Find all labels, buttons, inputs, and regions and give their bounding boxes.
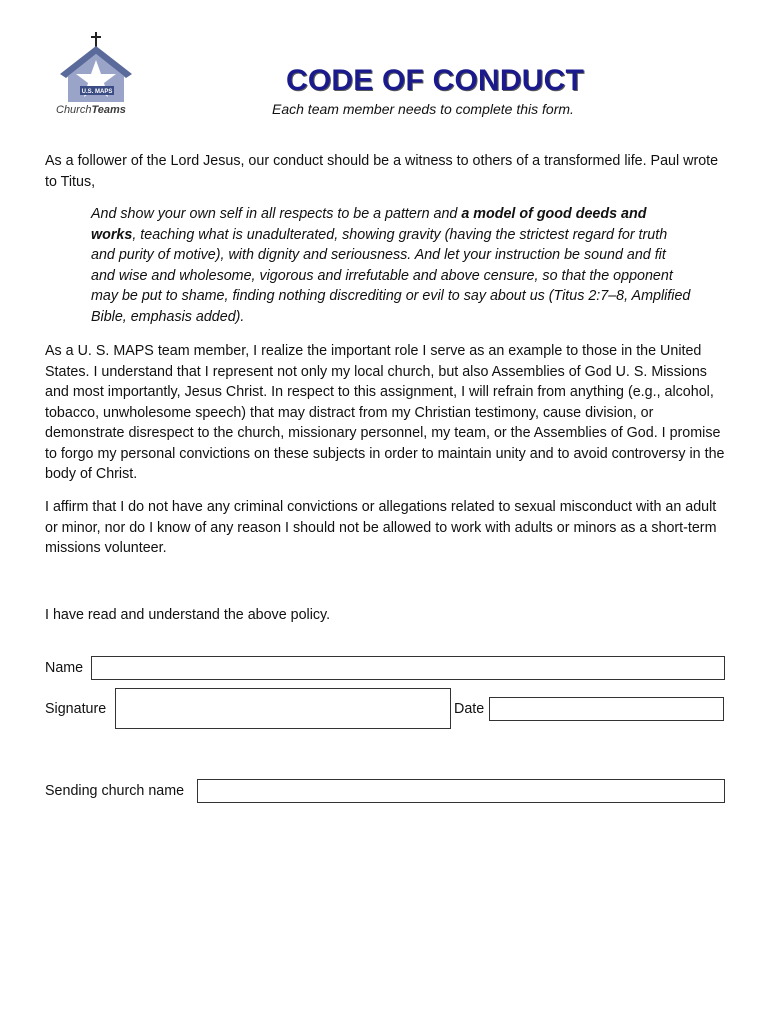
quote-emphasis: a model of good deeds and works bbox=[91, 206, 647, 243]
page-subtitle: Each team member needs to complete this form. bbox=[272, 101, 574, 117]
signature-label: Signature bbox=[45, 701, 107, 717]
intro-paragraph: As a follower of the Lord Jesus, our conduct should be a witness to others of a transformed life. Paul wrote to Titus, bbox=[45, 153, 719, 190]
date-label: Date bbox=[454, 701, 485, 717]
page-title: CODE OF CONDUCT bbox=[286, 64, 584, 97]
scripture-quote bbox=[91, 204, 691, 327]
name-field[interactable] bbox=[91, 656, 725, 680]
read-understand-statement: I have read and understand the above policy. bbox=[45, 607, 331, 623]
sending-church-field[interactable] bbox=[197, 779, 725, 803]
date-field[interactable] bbox=[489, 697, 724, 721]
logo-teams-text: Teams bbox=[91, 104, 126, 116]
logo-badge-text: U.S. MAPS bbox=[81, 89, 113, 95]
affirmation-paragraph: I affirm that I do not have any criminal convictions or allegations related to sexual misconduct with an adult or minor, nor do I know of any reason I should not be allowed to work with adults or minors as a short-term missions volunteer. bbox=[45, 499, 717, 556]
logo-church-text: Church bbox=[56, 104, 92, 116]
sending-church-label: Sending church name bbox=[45, 783, 185, 799]
team-member-paragraph: As a U. S. MAPS team member, I realize the important role I serve as an example to those in the United States. I understand that I represent not only my local church, but also Assemblies of God U. S. Missions and most importantly, Jesus Christ. In respect to this assignment, I will refrain from anything (e.g., alcohol, tobacco, unwholesome speech) that may distract from my Christian testimony, cause division, or demonstrate disrespect to the church, missionary personnel, my team, or the Assemblies of God. I promise to forgo my personal convictions on these subjects in order to maintain unity and to avoid controversy in the body of Christ. bbox=[45, 343, 725, 482]
signature-field[interactable] bbox=[115, 688, 451, 729]
logo-wordmark bbox=[56, 104, 126, 116]
quote-part-1: And show your own self in all respects to be a pattern and bbox=[91, 206, 462, 222]
name-label: Name bbox=[45, 660, 84, 676]
quote-part-2: , teaching what is unadulterated, showing gravity (having the strictest regard for truth and purity of motive), with dignity and seriousness. And let your instruction be sound and fit and wise and wholesome, vigorous and irrefutable and above censure, so that the opponent may be put to shame, finding nothing discrediting or evil to say about us (Titus 2:7–8, Amplified Bible, emphasis added). bbox=[91, 226, 691, 325]
